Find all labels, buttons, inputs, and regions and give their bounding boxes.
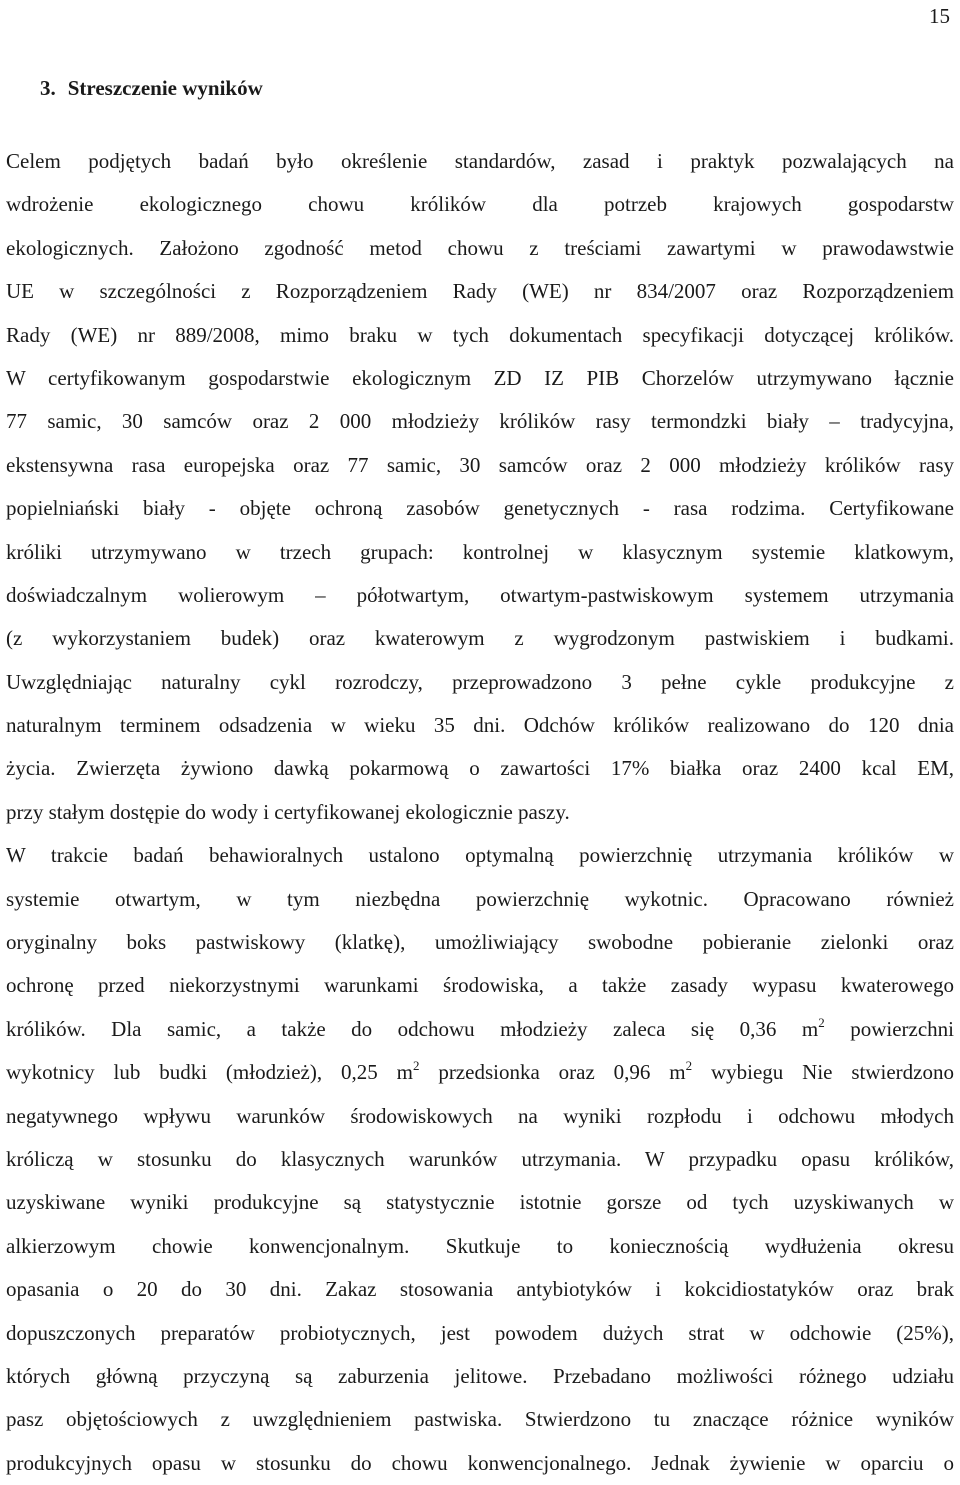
page-number: 15	[929, 4, 950, 28]
text-line: których główną przyczyną są zaburzenia jelitowe. Przebadano możliwości różnego udziału	[6, 1363, 954, 1388]
text-line: ekstensywna rasa europejska oraz 77 samic, 30 samców oraz 2 000 młodzieży królików rasy	[6, 452, 954, 477]
section-number: 3.	[40, 76, 56, 100]
text-line: produkcyjnych opasu w stosunku do chowu konwencjonalnego. Jednak żywienie w oparciu o	[6, 1450, 954, 1475]
body-text	[6, 140, 954, 1485]
section-heading	[40, 70, 263, 106]
text-line: W certyfikowanym gospodarstwie ekologicznym ZD IZ PIB Chorzelów utrzymywano łącznie	[6, 365, 954, 390]
text-line: pasz objętościowych z uwzględnieniem pastwiska. Stwierdzono tu znaczące różnice wyników	[6, 1407, 954, 1432]
text-line: uzyskiwane wyniki produkcyjne są statystycznie istotnie gorsze od tych uzyskiwanych w	[6, 1190, 954, 1215]
superscript: 2	[685, 1058, 693, 1074]
text-line: króliki utrzymywano w trzech grupach: kontrolnej w klasycznym systemie klatkowym,	[6, 539, 954, 564]
text-line: króliczą w stosunku do klasycznych warunków utrzymania. W przypadku opasu królików,	[6, 1146, 954, 1171]
text-line: (z wykorzystaniem budek) oraz kwaterowym z wygrodzonym pastwiskiem i budkami.	[6, 626, 954, 651]
text-line: UE w szczególności z Rozporządzeniem Rady (WE) nr 834/2007 oraz Rozporządzeniem	[6, 279, 954, 304]
text-line: alkierzowym chowie konwencjonalnym. Skutkuje to koniecznością wydłużenia okresu	[6, 1233, 954, 1258]
text-line: 77 samic, 30 samców oraz 2 000 młodzieży królików rasy termondzki biały – tradycyjna,	[6, 409, 954, 434]
text-line: popielniański biały - objęte ochroną zasobów genetycznych - rasa rodzima. Certyfikowane	[6, 496, 954, 521]
text-line-with-superscript	[6, 1051, 954, 1094]
text-line: przy stałym dostępie do wody i certyfikowanej ekologicznie paszy.	[6, 799, 570, 824]
text-line: negatywnego wpływu warunków środowiskowych na wyniki rozpłodu i odchowu młodych	[6, 1103, 954, 1128]
superscript: 2	[818, 1014, 825, 1030]
text-line: ochronę przed niekorzystnymi warunkami środowiska, a także zasady wypasu kwaterowego	[6, 973, 954, 998]
superscript: 2	[412, 1058, 420, 1074]
text-line: ekologicznych. Założono zgodność metod chowu z treściami zawartymi w prawodawstwie	[6, 235, 954, 260]
text-segment: wykotnicy lub budki (młodzież), 0,25 m	[6, 1060, 413, 1085]
text-line: Celem podjętych badań było określenie standardów, zasad i praktyk pozwalających na	[6, 149, 954, 173]
text-line: doświadczalnym wolierowym – półotwartym, otwartym-pastwiskowym systemem utrzymania	[6, 582, 954, 607]
text-line: Uwzględniając naturalny cykl rozrodczy, przeprowadzono 3 pełne cykle produkcyjne z	[6, 669, 954, 694]
text-line: W trakcie badań behawioralnych ustalono optymalną powierzchnię utrzymania królików w	[6, 843, 954, 868]
text-line: systemie otwartym, w tym niezbędna powierzchnię wykotnic. Opracowano również	[6, 886, 954, 911]
text-line: wdrożenie ekologicznego chowu królików dla potrzeb krajowych gospodarstw	[6, 192, 954, 217]
text-segment: przedsionka oraz 0,96 m	[419, 1060, 686, 1085]
text-segment: wybiegu Nie stwierdzono	[692, 1060, 954, 1085]
text-line: dopuszczonych preparatów probiotycznych, jest powodem dużych strat w odchowie (25%),	[6, 1320, 954, 1345]
text-line: naturalnym terminem odsadzenia w wieku 35 dni. Odchów królików realizowano do 120 dnia	[6, 713, 954, 738]
text-line: oryginalny boks pastwiskowy (klatkę), umożliwiający swobodne pobieranie zielonki oraz	[6, 930, 954, 955]
text-line: życia. Zwierzęta żywiono dawką pokarmową o zawartości 17% białka oraz 2400 kcal EM,	[6, 756, 954, 781]
text-segment: powierzchni	[824, 1016, 954, 1041]
section-title: Streszczenie wyników	[67, 76, 263, 100]
text-line-with-superscript	[6, 1008, 954, 1051]
text-line: Rady (WE) nr 889/2008, mimo braku w tych dokumentach specyfikacji dotyczącej królików.	[6, 322, 954, 347]
text-line: opasania o 20 do 30 dni. Zakaz stosowania antybiotyków i kokcidiostatyków oraz brak	[6, 1277, 954, 1302]
text-segment: królików. Dla samic, a także do odchowu młodzieży zaleca się 0,36 m	[6, 1016, 819, 1041]
